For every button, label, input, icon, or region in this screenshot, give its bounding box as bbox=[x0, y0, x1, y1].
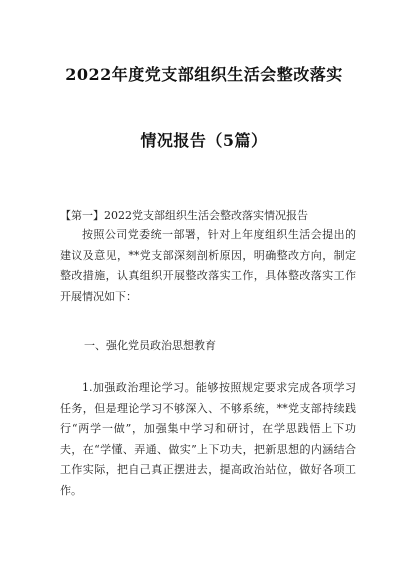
body-paragraph: 1.加强政治理论学习。能够按照规定要求完成各项学习任务，但是理论学习不够深入、不够系统，**党支部持续践行“两学一做”，加强集中学习和研讨，在学思践悟上下功夫，在“学懂、弄通、做实”上下功夫，把新思想的内涵结合工作实际，把自己真正摆进去，提高政治站位，做好各项工作。 bbox=[60, 381, 356, 497]
intro-paragraph: 按照公司党委统一部署，针对上年度组织生活会提出的建议及意见，**党支部深刻剖析原因，明确整改方向，制定整改措施，认真组织开展整改落实工作，具体整改落实工作开展情况如下： bbox=[60, 228, 356, 303]
document-title-line-2: 情况报告（5篇） bbox=[140, 131, 268, 150]
section-heading: 一、强化党员政治思想教育 bbox=[84, 339, 216, 352]
article-heading: 【第一】2022党支部组织生活会整改落实情况报告 bbox=[60, 209, 308, 222]
document-title-line-1: 2022年度党支部组织生活会整改落实 bbox=[65, 65, 343, 84]
